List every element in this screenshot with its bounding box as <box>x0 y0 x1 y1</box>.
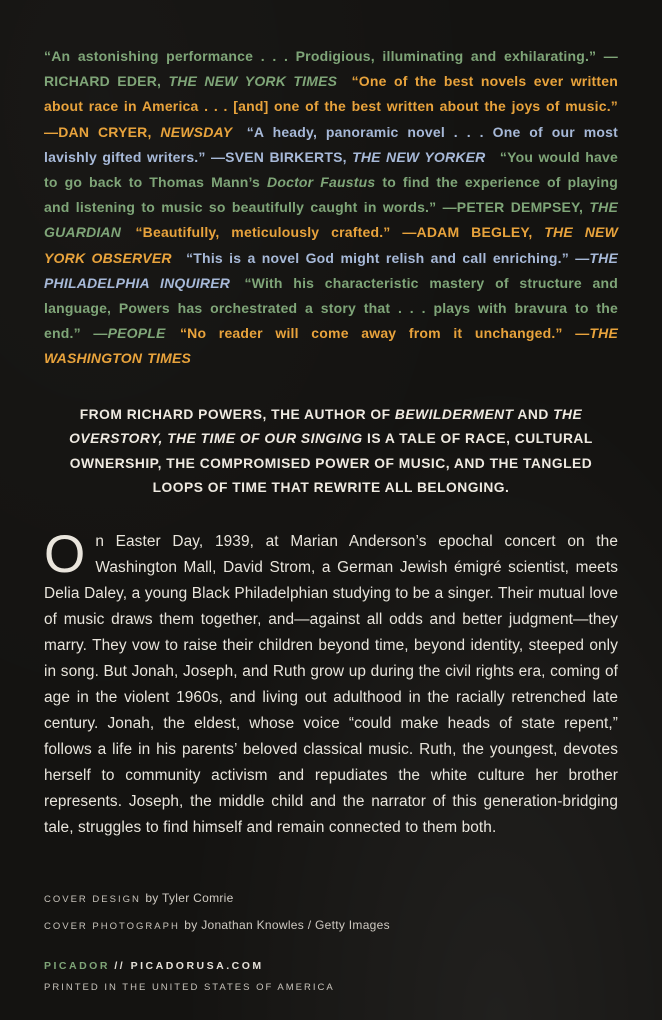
cover-photo-label: COVER PHOTOGRAPH <box>44 920 180 932</box>
tagline <box>62 403 600 501</box>
tagline-segment: AND <box>513 406 554 422</box>
quote-segment: NEWSDAY <box>160 123 233 140</box>
quote-segment: “With his characteristic mastery of structure and language, Powers has orchestrated a story that . . . plays with bravura to the end.” — <box>44 274 618 342</box>
quote-separator <box>230 275 244 291</box>
quote-separator <box>121 224 135 240</box>
tagline-segment: IS A TALE OF RACE, CULTURAL OWNERSHIP, THE COMPROMISED POWER OF MUSIC, AND THE TANGLED LOOPS OF TIME THAT REWRITE ALL BELONGING. <box>69 431 593 496</box>
credits <box>44 889 618 993</box>
quote-segment: “You would have to go back to Thomas Mann’s <box>44 148 618 191</box>
quote-segment: THE NEW YORK OBSERVER <box>44 224 618 266</box>
synopsis <box>44 524 618 841</box>
quote-segment: THE WASHINGTON TIMES <box>44 325 618 367</box>
cover-design-label: COVER DESIGN <box>44 893 141 905</box>
quote-segment: “An astonishing performance . . . Prodigious, illuminating and exhilarating.” —RICHARD EDER, <box>44 48 618 90</box>
cover-design-value: by Tyler Comrie <box>145 890 234 905</box>
quote-separator <box>172 250 186 266</box>
quote-segment: “Beautifully, meticulously crafted.” —ADAM BEGLEY, <box>135 224 545 241</box>
quote-separator <box>232 124 246 140</box>
tagline-segment: BEWILDERMENT <box>394 406 514 422</box>
cover-photo-credit <box>44 916 618 934</box>
quote-segment: “This is a novel God might relish and call enriching.” — <box>186 249 590 266</box>
publisher-line <box>44 956 618 974</box>
quote-separator <box>166 325 180 341</box>
quote-segment: to find the experience of playing and listening to music so beautifully caught in words.” —PETER DEMPSEY, <box>44 174 619 216</box>
quote-segment: THE NEW YORKER <box>352 148 486 165</box>
cover-design-credit <box>44 889 618 907</box>
quote-segment: THE GUARDIAN <box>44 199 618 241</box>
review-quotes <box>44 44 618 372</box>
quote-separator <box>486 149 500 165</box>
dropcap: O <box>44 524 86 584</box>
printed-in-line: PRINTED IN THE UNITED STATES OF AMERICA <box>44 981 335 993</box>
synopsis-text: n Easter Day, 1939, at Marian Anderson’s epochal concert on the Washington Mall, David Strom, a German Jewish émigré scientist, meets Delia Daley, a young Black Philadelphian studying to be a singer. Their mutual love of music draws them together, and—against all odds and better judgment—they marry. They vow to raise their children beyond time, beyond identity, steeped only in song. But Jonah, Joseph, and Ruth grow up during the civil rights era, coming of age in the violent 1960s, and living out adulthood in the racially retrenched late century. Jonah, the eldest, whose voice “could make heads of state repent,” follows a life in his parents’ beloved classical music. Ruth, the youngest, devotes herself to community activism and repudiates the white culture her brother represents. Joseph, the middle child and the narrator of this generation-bridging tale, struggles to find himself and remain connected to them both. <box>44 532 618 836</box>
cover-photo-value: by Jonathan Knowles / Getty Images <box>184 917 390 932</box>
quote-segment: THE NEW YORK TIMES <box>168 73 338 90</box>
quote-segment: Doctor Faustus <box>267 174 376 191</box>
quote-separator <box>337 73 351 89</box>
quote-segment: “A heady, panoramic novel . . . One of our most lavishly gifted writers.” —SVEN BIRKERTS, <box>44 123 618 165</box>
quote-segment: “One of the best novels ever written about race in America . . . [and] one of the best written about the joys of music.” —DAN CRYER, <box>44 73 618 140</box>
tagline-segment: THE OVERSTORY, THE TIME OF OUR SINGING <box>69 406 583 447</box>
publisher-site: // PICADORUSA.COM <box>114 959 264 972</box>
quote-segment: THE PHILADELPHIA INQUIRER <box>44 249 618 291</box>
tagline-segment: FROM RICHARD POWERS, THE AUTHOR OF <box>79 406 395 422</box>
quote-segment: “No reader will come away from it unchanged.” — <box>179 325 590 342</box>
quote-segment: PEOPLE <box>107 325 166 342</box>
publisher-name: PICADOR <box>44 959 110 972</box>
